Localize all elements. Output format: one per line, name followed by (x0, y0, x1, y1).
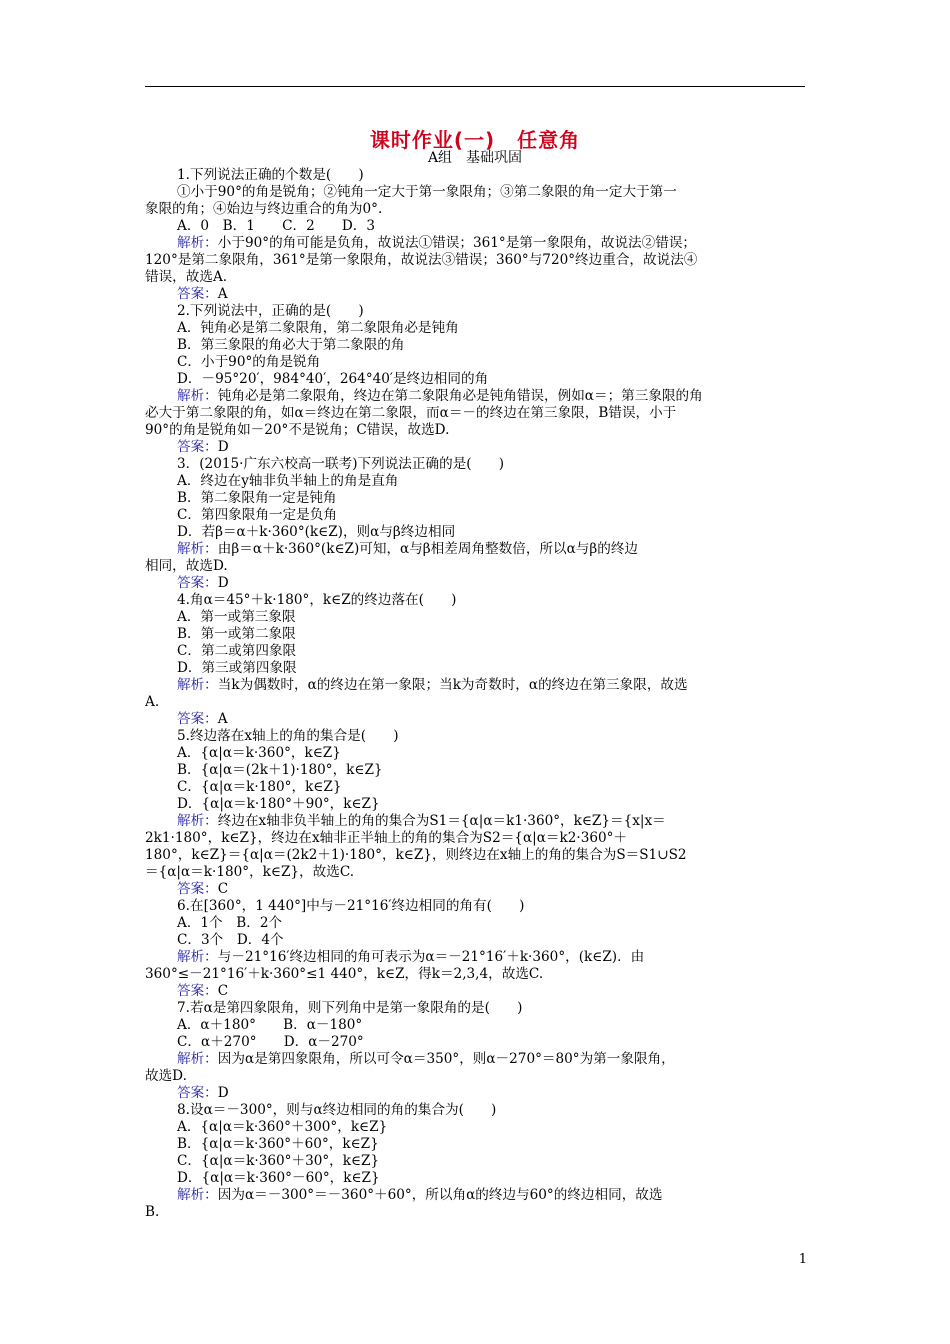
text-line (145, 541, 807, 558)
line-text: B. (145, 1204, 160, 1220)
line-text: B．{α|α＝(2k＋1)·180°，k∈Z} (177, 762, 383, 778)
text-line (145, 881, 807, 898)
text-line (145, 388, 807, 405)
text-line (145, 1102, 807, 1119)
text-line (145, 405, 807, 422)
text-line (145, 1204, 807, 1221)
text-line (145, 1034, 807, 1051)
line-text: 小于90°的角可能是负角，故说法①错误；361°是第一象限角，故说法②错误； (217, 235, 697, 251)
text-line (145, 184, 807, 201)
line-text: 7.若α是第四象限角，则下列角中是第一象限角的是( ) (177, 1000, 523, 1016)
answer-label: 答案： (177, 439, 218, 455)
line-text: B．第二象限角一定是钝角 (177, 490, 337, 506)
line-text: 180°，k∈Z}＝{α|α＝(2k2＋1)·180°，k∈Z}，则终边在x轴上的角的集合为S＝S1∪S2 (145, 847, 687, 863)
line-text: 故选D. (145, 1068, 187, 1084)
analysis-label: 解析： (177, 813, 218, 829)
line-text: A．{α|α＝k·360°＋300°，k∈Z} (177, 1119, 388, 1135)
line-text: D．第三或第四象限 (177, 660, 297, 676)
line-text: 相同，故选D. (145, 558, 228, 574)
line-text: 1.下列说法正确的个数是( ) (177, 167, 364, 183)
text-line (145, 966, 807, 983)
line-text: A．1个 B．2个 (177, 915, 283, 931)
answer-label: 答案： (177, 983, 218, 999)
line-text: D．若β＝α＋k·360°(k∈Z)，则α与β终边相同 (177, 524, 456, 540)
line-text: A．终边在y轴非负半轴上的角是直角 (177, 473, 399, 489)
title-part1: 课时作业(一) (369, 128, 496, 152)
text-line (145, 1153, 807, 1170)
text-line (145, 711, 807, 728)
line-text: C．小于90°的角是锐角 (177, 354, 321, 370)
text-line (145, 320, 807, 337)
text-line (145, 677, 807, 694)
text-line (145, 830, 807, 847)
text-line (145, 864, 807, 881)
text-line (145, 1187, 807, 1204)
text-line (145, 694, 807, 711)
line-text: 2.下列说法中，正确的是( ) (177, 303, 364, 319)
text-line (145, 252, 807, 269)
line-text: 120°是第二象限角，361°是第一象限角，故说法③错误；360°与720°终边重合，故说法④ (145, 252, 698, 268)
line-text: A．钝角必是第二象限角，第二象限角必是钝角 (177, 320, 459, 336)
page-title (0, 124, 950, 153)
text-line (145, 235, 807, 252)
line-text: C．{α|α＝k·360°＋30°，k∈Z} (177, 1153, 380, 1169)
text-line (145, 201, 807, 218)
analysis-label: 解析： (177, 1187, 218, 1203)
line-text: 3．(2015·广东六校高一联考)下列说法正确的是( ) (177, 456, 505, 472)
line-text: D．{α|α＝k·360°－60°，k∈Z} (177, 1170, 380, 1186)
text-line (145, 1051, 807, 1068)
line-text: D．{α|α＝k·180°＋90°，k∈Z} (177, 796, 380, 812)
line-text: C (217, 881, 229, 897)
text-line (145, 592, 807, 609)
text-line (145, 269, 807, 286)
text-line (145, 915, 807, 932)
text-line (145, 728, 807, 745)
line-text: A. (145, 694, 160, 710)
line-text: 象限的角；④始边与终边重合的角为0°. (145, 201, 383, 217)
text-line (145, 660, 807, 677)
line-text: B．第一或第二象限 (177, 626, 296, 642)
analysis-label: 解析： (177, 235, 218, 251)
line-text: 2k1·180°，k∈Z}，终边在x轴非正半轴上的角的集合为S2＝{α|α＝k2·360°＋ (145, 830, 628, 846)
text-line (145, 456, 807, 473)
text-line (145, 898, 807, 915)
answer-label: 答案： (177, 881, 218, 897)
text-line (145, 643, 807, 660)
line-text: ＝{α|α＝k·180°，k∈Z}，故选C. (145, 864, 355, 880)
text-line (145, 1119, 807, 1136)
line-text: D．－95°20′，984°40′，264°40′是终边相同的角 (177, 371, 489, 387)
text-line (145, 932, 807, 949)
line-text: 当k为偶数时，α的终边在第一象限；当k为奇数时，α的终边在第三象限，故选 (217, 677, 688, 693)
answer-label: 答案： (177, 711, 218, 727)
text-line (145, 439, 807, 456)
line-text: A (217, 711, 228, 727)
line-text: C．第四象限角一定是负角 (177, 507, 337, 523)
text-line (145, 1000, 807, 1017)
line-text: 终边在x轴非负半轴上的角的集合为S1＝{α|α＝k1·360°，k∈Z}＝{x|x＝ (217, 813, 666, 829)
text-line (145, 558, 807, 575)
analysis-label: 解析： (177, 541, 218, 557)
line-text: ①小于90°的角是锐角；②钝角一定大于第一象限角；③第二象限的角一定大于第一 (177, 184, 677, 200)
line-text: 必大于第二象限的角，如α＝终边在第二象限，而α＝－的终边在第三象限，B错误，小于 (145, 405, 677, 421)
line-text: A．0 B．1 C．2 D．3 (177, 218, 376, 234)
text-line (145, 337, 807, 354)
line-text: 由β＝α＋k·360°(k∈Z)可知，α与β相差周角整数倍，所以α与β的终边 (217, 541, 639, 557)
page-number: 1 (798, 1252, 807, 1267)
text-line (145, 796, 807, 813)
analysis-label: 解析： (177, 949, 218, 965)
line-text: C (217, 983, 229, 999)
line-text: 8.设α＝－300°，则与α终边相同的角的集合为( ) (177, 1102, 497, 1118)
analysis-label: 解析： (177, 1051, 218, 1067)
line-text: C．第二或第四象限 (177, 643, 297, 659)
line-text: C．{α|α＝k·180°，k∈Z} (177, 779, 342, 795)
text-line (145, 507, 807, 524)
text-line (145, 422, 807, 439)
text-line (145, 473, 807, 490)
text-line (145, 218, 807, 235)
text-line (145, 1170, 807, 1187)
line-text: A．第一或第三象限 (177, 609, 296, 625)
text-line (145, 524, 807, 541)
line-text: B．{α|α＝k·360°＋60°，k∈Z} (177, 1136, 379, 1152)
line-text: 因为α＝－300°＝－360°＋60°，所以角α的终边与60°的终边相同，故选 (217, 1187, 663, 1203)
text-line (145, 626, 807, 643)
text-line (145, 609, 807, 626)
header-rule (145, 86, 805, 87)
text-line (145, 745, 807, 762)
text-line (145, 779, 807, 796)
title-part2: 任意角 (517, 128, 581, 152)
answer-label: 答案： (177, 575, 218, 591)
text-line (145, 1017, 807, 1034)
answer-label: 答案： (177, 1085, 218, 1101)
line-text: A．{α|α＝k·360°，k∈Z} (177, 745, 341, 761)
line-text: C．α＋270° D．α－270° (177, 1034, 364, 1050)
text-line (145, 983, 807, 1000)
analysis-label: 解析： (177, 677, 218, 693)
text-line (145, 813, 807, 830)
line-text: 90°的角是锐角如－20°不是锐角；C错误，故选D. (145, 422, 450, 438)
line-text: 因为α是第四象限角，所以可令α＝350°，则α－270°＝80°为第一象限角， (217, 1051, 675, 1067)
text-line (145, 371, 807, 388)
section-subtitle: A组 基础巩固 (427, 150, 523, 166)
answer-label: 答案： (177, 286, 218, 302)
text-line (145, 762, 807, 779)
text-line (145, 354, 807, 371)
line-text: B．第三象限的角必大于第二象限的角 (177, 337, 405, 353)
text-line (145, 949, 807, 966)
line-text: A (217, 286, 228, 302)
line-text: 4.角α＝45°＋k·180°，k∈Z的终边落在( ) (177, 592, 457, 608)
analysis-label: 解析： (177, 388, 218, 404)
line-text: 5.终边落在x轴上的角的集合是( ) (177, 728, 399, 744)
text-line (145, 1136, 807, 1153)
line-text: A．α＋180° B．α－180° (177, 1017, 363, 1033)
text-line (145, 167, 807, 184)
text-line (145, 286, 807, 303)
line-text: 与－21°16′终边相同的角可表示为α＝－21°16′＋k·360°，(k∈Z)．由 (217, 949, 645, 965)
document-body (145, 167, 807, 1221)
text-line (145, 490, 807, 507)
text-line (145, 1085, 807, 1102)
line-text: D (217, 575, 229, 591)
text-line (145, 1068, 807, 1085)
text-line (145, 847, 807, 864)
line-text: 钝角必是第二象限角，终边在第二象限角必是钝角错误，例如α＝；第三象限的角 (217, 388, 703, 404)
line-text: D (217, 439, 229, 455)
line-text: C．3个 D．4个 (177, 932, 284, 948)
line-text: 360°≤－21°16′＋k·360°≤1 440°，k∈Z，得k＝2,3,4，故选C. (145, 966, 544, 982)
line-text: D (217, 1085, 229, 1101)
text-line (145, 575, 807, 592)
text-line (145, 303, 807, 320)
line-text: 6.在[360°，1 440°]中与－21°16′终边相同的角有( ) (177, 898, 525, 914)
line-text: 错误，故选A. (145, 269, 228, 285)
